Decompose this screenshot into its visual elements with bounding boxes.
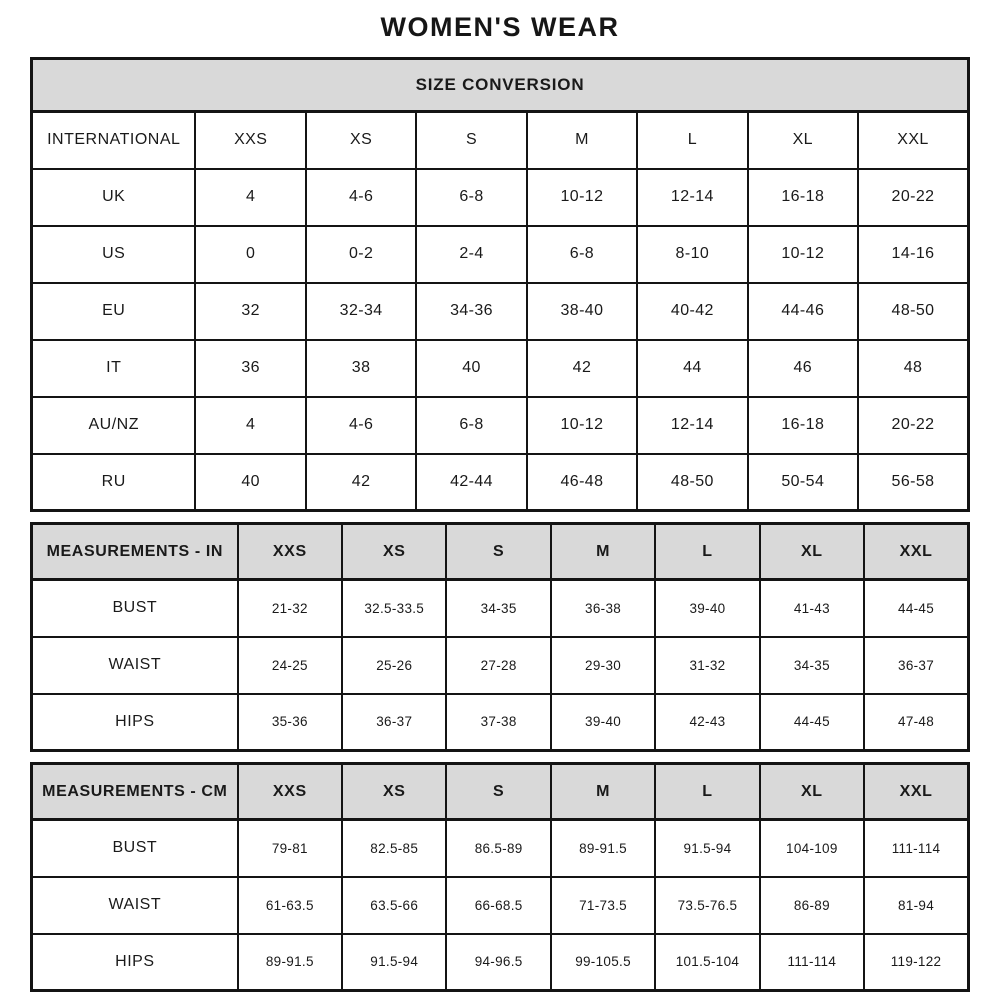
value-cell: 20-22 [858,169,969,226]
column-header-xs: XS [342,524,446,580]
value-cell: 12-14 [637,397,747,454]
value-cell: 99-105.5 [551,934,655,991]
size-conversion-row-it [32,340,969,397]
measurements-in-body [32,580,969,751]
size-conversion-title: SIZE CONVERSION [32,59,969,112]
measurements-cm-row-waist [32,877,969,934]
value-cell: XS [306,112,416,169]
value-cell: 91.5-94 [342,934,446,991]
row-label: AU/NZ [32,397,196,454]
value-cell: XL [748,112,858,169]
value-cell: 38-40 [527,283,637,340]
value-cell: 89-91.5 [238,934,342,991]
value-cell: 44-45 [760,694,864,751]
measurements-in-row-bust [32,580,969,637]
value-cell: 42 [527,340,637,397]
column-header-s: S [446,524,550,580]
size-conversion-body [32,112,969,511]
value-cell: 21-32 [238,580,342,637]
value-cell: 31-32 [655,637,759,694]
row-label: UK [32,169,196,226]
value-cell: 101.5-104 [655,934,759,991]
value-cell: 6-8 [416,169,526,226]
column-header-l: L [655,524,759,580]
value-cell: 40-42 [637,283,747,340]
value-cell: 41-43 [760,580,864,637]
value-cell: 79-81 [238,820,342,877]
value-cell: 24-25 [238,637,342,694]
value-cell: 38 [306,340,416,397]
value-cell: 56-58 [858,454,969,511]
measurements-in-title: MEASUREMENTS - IN [32,524,238,580]
value-cell: 10-12 [527,169,637,226]
value-cell: 86.5-89 [446,820,550,877]
value-cell: 44-46 [748,283,858,340]
value-cell: 39-40 [551,694,655,751]
measurements-in-table [30,522,970,752]
value-cell: 48 [858,340,969,397]
column-header-xs: XS [342,764,446,820]
column-header-l: L [655,764,759,820]
size-conversion-row-au-nz [32,397,969,454]
value-cell: 16-18 [748,169,858,226]
column-header-xxl: XXL [864,524,968,580]
value-cell: 50-54 [748,454,858,511]
row-label: HIPS [32,694,238,751]
measurements-cm-table [30,762,970,992]
value-cell: 40 [195,454,305,511]
measurements-cm-row-bust [32,820,969,877]
value-cell: 63.5-66 [342,877,446,934]
value-cell: 44 [637,340,747,397]
value-cell: 35-36 [238,694,342,751]
value-cell: 0 [195,226,305,283]
value-cell: S [416,112,526,169]
value-cell: 39-40 [655,580,759,637]
page-title: WOMEN'S WEAR [380,12,620,42]
value-cell: M [527,112,637,169]
value-cell: 111-114 [864,820,968,877]
value-cell: 42-44 [416,454,526,511]
value-cell: 29-30 [551,637,655,694]
value-cell: 82.5-85 [342,820,446,877]
measurements-cm-title: MEASUREMENTS - CM [32,764,238,820]
column-header-m: M [551,764,655,820]
value-cell: XXL [858,112,969,169]
value-cell: 27-28 [446,637,550,694]
value-cell: 12-14 [637,169,747,226]
measurements-in-row-hips [32,694,969,751]
value-cell: 14-16 [858,226,969,283]
size-conversion-row-eu [32,283,969,340]
value-cell: 34-36 [416,283,526,340]
size-conversion-row-uk [32,169,969,226]
value-cell: 37-38 [446,694,550,751]
value-cell: 36-37 [864,637,968,694]
row-label: HIPS [32,934,238,991]
size-conversion-row-ru [32,454,969,511]
row-label: EU [32,283,196,340]
value-cell: 32.5-33.5 [342,580,446,637]
column-header-m: M [551,524,655,580]
value-cell: 42-43 [655,694,759,751]
value-cell: 47-48 [864,694,968,751]
value-cell: 48-50 [637,454,747,511]
value-cell: 10-12 [527,397,637,454]
value-cell: 6-8 [416,397,526,454]
measurements-in-header-row [32,524,969,580]
row-label: INTERNATIONAL [32,112,196,169]
row-label: BUST [32,580,238,637]
size-conversion-table [30,57,970,512]
column-header-xxl: XXL [864,764,968,820]
value-cell: 44-45 [864,580,968,637]
size-conversion-banner-row [32,59,969,112]
value-cell: 86-89 [760,877,864,934]
value-cell: 91.5-94 [655,820,759,877]
measurements-cm-header-row [32,764,969,820]
column-header-xl: XL [760,764,864,820]
value-cell: L [637,112,747,169]
value-cell: 0-2 [306,226,416,283]
value-cell: 46 [748,340,858,397]
value-cell: 73.5-76.5 [655,877,759,934]
value-cell: 61-63.5 [238,877,342,934]
value-cell: 46-48 [527,454,637,511]
measurements-cm-row-hips [32,934,969,991]
value-cell: 119-122 [864,934,968,991]
value-cell: 6-8 [527,226,637,283]
value-cell: 66-68.5 [446,877,550,934]
value-cell: 16-18 [748,397,858,454]
value-cell: 40 [416,340,526,397]
measurements-in-row-waist [32,637,969,694]
value-cell: 4 [195,397,305,454]
value-cell: 36-37 [342,694,446,751]
measurements-cm-body [32,820,969,991]
value-cell: 36 [195,340,305,397]
size-conversion-row-international [32,112,969,169]
row-label: US [32,226,196,283]
value-cell: 71-73.5 [551,877,655,934]
value-cell: 34-35 [446,580,550,637]
value-cell: 4-6 [306,397,416,454]
value-cell: 8-10 [637,226,747,283]
column-header-xl: XL [760,524,864,580]
value-cell: 104-109 [760,820,864,877]
column-header-xxs: XXS [238,524,342,580]
row-label: RU [32,454,196,511]
row-label: WAIST [32,877,238,934]
row-label: WAIST [32,637,238,694]
value-cell: XXS [195,112,305,169]
value-cell: 81-94 [864,877,968,934]
value-cell: 48-50 [858,283,969,340]
column-header-xxs: XXS [238,764,342,820]
value-cell: 36-38 [551,580,655,637]
value-cell: 34-35 [760,637,864,694]
row-label: IT [32,340,196,397]
value-cell: 32 [195,283,305,340]
value-cell: 32-34 [306,283,416,340]
value-cell: 4 [195,169,305,226]
value-cell: 20-22 [858,397,969,454]
value-cell: 89-91.5 [551,820,655,877]
value-cell: 2-4 [416,226,526,283]
value-cell: 42 [306,454,416,511]
value-cell: 94-96.5 [446,934,550,991]
value-cell: 25-26 [342,637,446,694]
value-cell: 111-114 [760,934,864,991]
column-header-s: S [446,764,550,820]
row-label: BUST [32,820,238,877]
value-cell: 10-12 [748,226,858,283]
value-cell: 4-6 [306,169,416,226]
size-conversion-row-us [32,226,969,283]
